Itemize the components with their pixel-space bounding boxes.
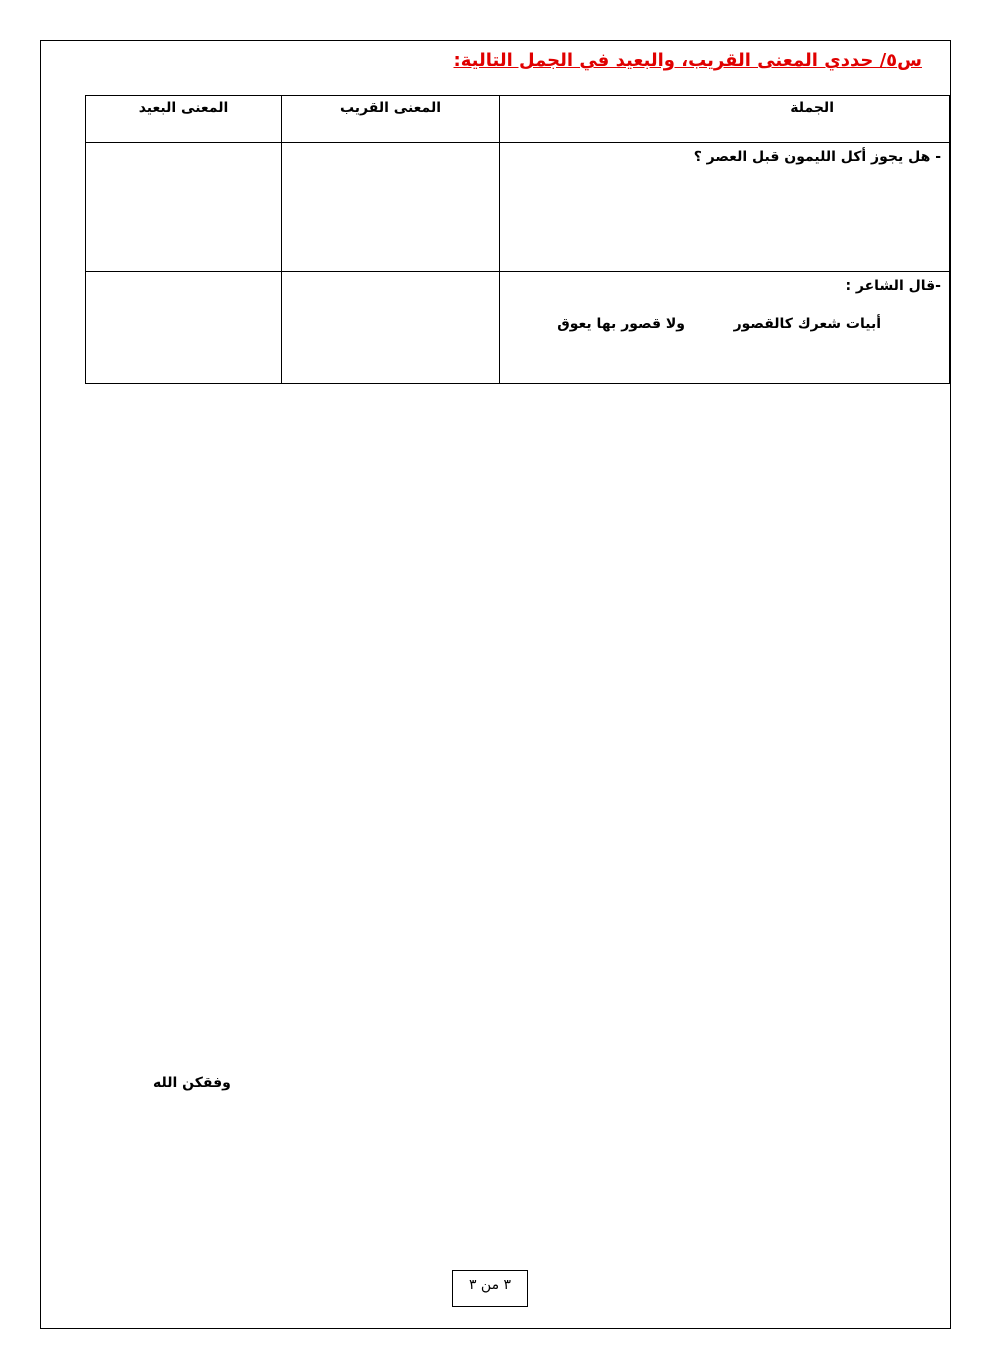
closing-text: وفقكن الله — [153, 1075, 231, 1091]
poem-first-hemistich: أبيات شعرك كالقصور — [733, 316, 881, 332]
near-meaning-cell[interactable] — [282, 272, 500, 384]
header-far-meaning: المعنى البعيد — [86, 96, 282, 143]
far-meaning-cell[interactable] — [86, 272, 282, 384]
poem-verse — [500, 316, 949, 332]
page-number: ٣ من ٣ — [452, 1270, 528, 1307]
sentence-cell — [500, 272, 950, 384]
table-header-row — [86, 96, 950, 143]
meanings-table — [85, 95, 950, 384]
table-row — [86, 143, 950, 272]
header-near-meaning: المعنى القريب — [282, 96, 500, 143]
header-sentence: الجملة — [500, 96, 950, 143]
near-meaning-cell[interactable] — [282, 143, 500, 272]
sentence-cell — [500, 143, 950, 272]
poem-second-hemistich: ولا قصور بها يعوق — [557, 316, 685, 332]
sentence-text: - هل يجوز أكل الليمون قبل العصر ؟ — [693, 149, 941, 165]
sentence-text: -قال الشاعر : — [845, 278, 941, 294]
far-meaning-cell[interactable] — [86, 143, 282, 272]
table-row — [86, 272, 950, 384]
question-title: س٥/ حددي المعنى القريب، والبعيد في الجمل التالية: — [453, 50, 922, 71]
